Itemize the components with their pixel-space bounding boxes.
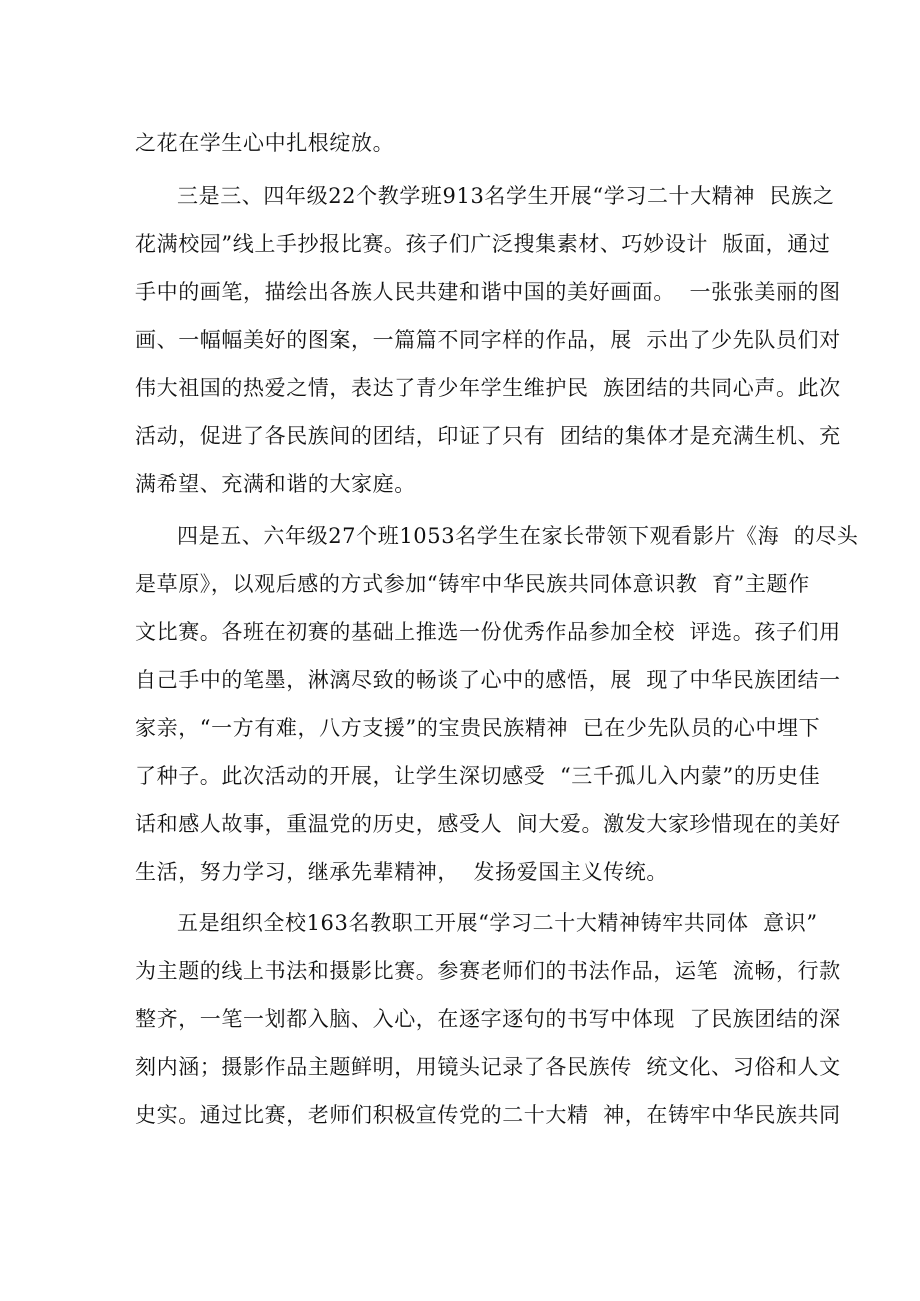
text-line: 五是组织全校163名教职工开展“学习二十大精神铸牢共同体 意识”	[177, 911, 818, 935]
text-line: 话和感人故事，重温党的历史，感受人 间大爱。激发大家珍惜现在的美好	[135, 812, 841, 836]
text-line: 活动，促进了各民族间的团结，印证了只有 团结的集体才是充满生机、充	[135, 424, 841, 448]
text-line: 之花在学生心中扎根绽放。	[135, 131, 395, 155]
text-line: 伟大祖国的热爱之情，表达了青少年学生维护民 族团结的共同心声。此次	[135, 376, 841, 400]
text-line: 手中的画笔，描绘出各族人民共建和谐中国的美好画面。 一张张美丽的图	[135, 280, 841, 304]
text-line: 了种子。此次活动的开展，让学生深切感受 “三千孤儿入内蒙”的历史佳	[135, 764, 821, 788]
text-line: 画、一幅幅美好的图案，一篇篇不同字样的作品，展 示出了少先队员们对	[135, 328, 841, 352]
text-line: 满希望、充满和谐的大家庭。	[135, 472, 416, 496]
text-line: 文比赛。各班在初赛的基础上推选一份优秀作品参加全校 评选。孩子们用	[135, 620, 841, 644]
text-line: 三是三、四年级22个教学班913名学生开展“学习二十大精神 民族之	[177, 184, 835, 208]
text-line: 史实。通过比赛，老师们积极宣传党的二十大精 神，在铸牢中华民族共同	[135, 1103, 841, 1127]
text-line: 花满校园”线上手抄报比赛。孩子们广泛搜集素材、巧妙设计 版面，通过	[135, 232, 831, 256]
text-line: 是草原》，以观后感的方式参加“铸牢中华民族共同体意识教 育”主题作	[135, 572, 810, 596]
text-line: 生活，努力学习，继承先辈精神， 发扬爱国主义传统。	[135, 860, 668, 884]
text-line: 四是五、六年级27个班1053名学生在家长带领下观看影片《海 的尽头	[177, 524, 859, 548]
text-line: 家亲，“一方有难，八方支援”的宝贵民族精神 已在少先队员的心中埋下	[135, 716, 821, 740]
text-line: 为主题的线上书法和摄影比赛。参赛老师们的书法作品，运笔 流畅，行款	[135, 959, 841, 983]
text-line: 整齐，一笔一划都入脑、入心，在逐字逐句的书写中体现 了民族团结的深	[135, 1007, 841, 1031]
text-line: 自己手中的笔墨，淋漓尽致的畅谈了心中的感悟，展 现了中华民族团结一	[135, 668, 841, 692]
text-line: 刻内涵；摄影作品主题鲜明，用镜头记录了各民族传 统文化、习俗和人文	[135, 1055, 841, 1079]
